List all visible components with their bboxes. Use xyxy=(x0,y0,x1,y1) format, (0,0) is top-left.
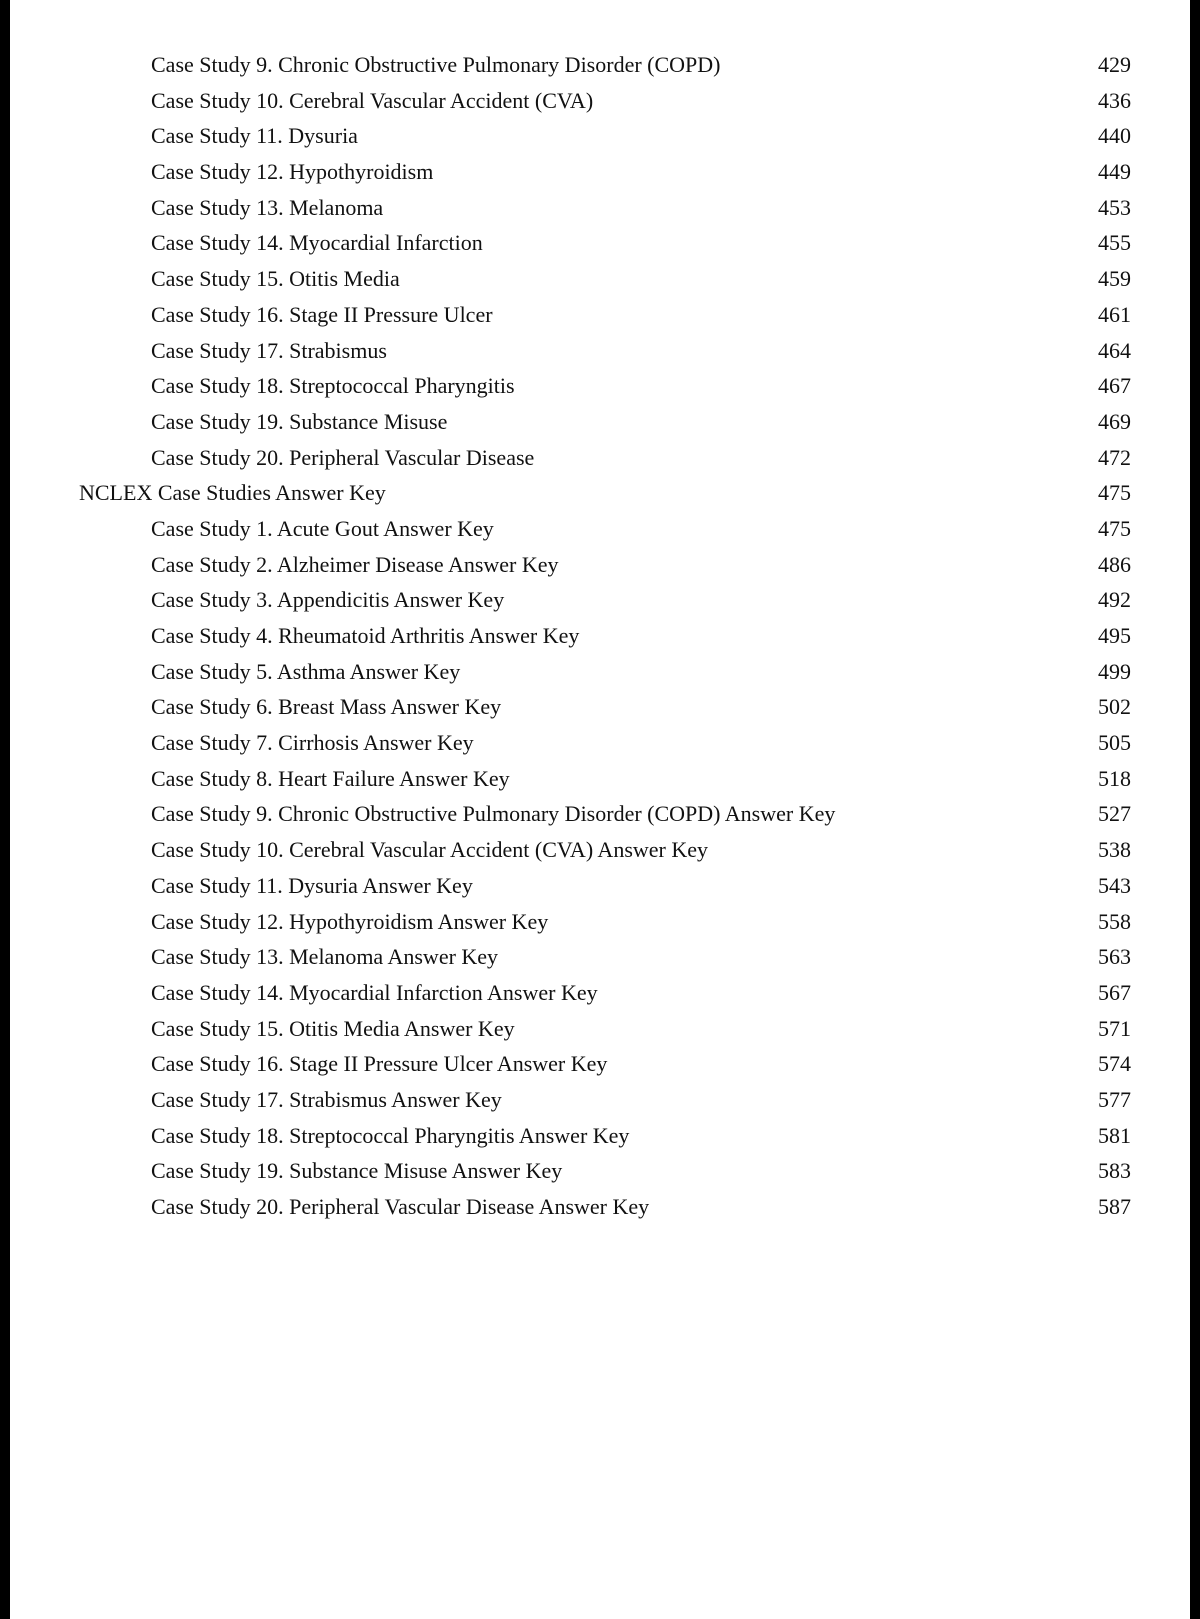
document-page xyxy=(10,0,1190,1619)
toc-entry-title: Case Study 10. Cerebral Vascular Accident (CVA) xyxy=(151,87,594,113)
toc-page-number: 464 xyxy=(1098,337,1131,363)
toc-entry-title: Case Study 18. Streptococcal Pharyngitis Answer Key xyxy=(151,1122,630,1148)
toc-entry xyxy=(10,338,1190,374)
table-of-contents xyxy=(10,52,1190,1230)
toc-entry xyxy=(10,766,1190,802)
toc-page-number: 505 xyxy=(1098,730,1131,756)
toc-entry xyxy=(10,230,1190,266)
toc-entry xyxy=(10,1051,1190,1087)
toc-page-number: 577 xyxy=(1098,1086,1131,1112)
toc-page-number: 449 xyxy=(1098,159,1131,185)
toc-entry-title: Case Study 5. Asthma Answer Key xyxy=(151,658,461,684)
toc-entry-title: Case Study 18. Streptococcal Pharyngitis xyxy=(151,373,515,399)
toc-entry-title: Case Study 15. Otitis Media Answer Key xyxy=(151,1015,515,1041)
toc-entry-title: Case Study 1. Acute Gout Answer Key xyxy=(151,515,494,541)
toc-entry xyxy=(10,1194,1190,1230)
toc-entry-title: Case Study 3. Appendicitis Answer Key xyxy=(151,587,505,613)
toc-entry-title: Case Study 17. Strabismus Answer Key xyxy=(151,1086,502,1112)
toc-entry-title: Case Study 12. Hypothyroidism Answer Key xyxy=(151,908,549,934)
toc-page-number: 467 xyxy=(1098,373,1131,399)
toc-entry xyxy=(10,88,1190,124)
toc-page-number: 527 xyxy=(1098,801,1131,827)
toc-entry xyxy=(10,445,1190,481)
toc-entry xyxy=(10,730,1190,766)
toc-entry-title: Case Study 12. Hypothyroidism xyxy=(151,159,434,185)
toc-page-number: 543 xyxy=(1098,872,1131,898)
toc-page-number: 436 xyxy=(1098,87,1131,113)
toc-entry xyxy=(10,409,1190,445)
toc-entry xyxy=(10,159,1190,195)
toc-entry-title: Case Study 9. Chronic Obstructive Pulmonary Disorder (COPD) Answer Key xyxy=(151,801,836,827)
toc-entry xyxy=(10,909,1190,945)
toc-entry-title: Case Study 11. Dysuria Answer Key xyxy=(151,872,473,898)
toc-entry xyxy=(10,516,1190,552)
toc-entry xyxy=(10,694,1190,730)
toc-entry-title: Case Study 17. Strabismus xyxy=(151,337,387,363)
toc-page-number: 459 xyxy=(1098,266,1131,292)
toc-entry-title: Case Study 6. Breast Mass Answer Key xyxy=(151,694,502,720)
toc-entry xyxy=(10,1158,1190,1194)
toc-page-number: 581 xyxy=(1098,1122,1131,1148)
toc-entry xyxy=(10,373,1190,409)
toc-entry-title: Case Study 19. Substance Misuse Answer Key xyxy=(151,1158,563,1184)
toc-entry xyxy=(10,266,1190,302)
toc-entry xyxy=(10,659,1190,695)
toc-page-number: 518 xyxy=(1098,765,1131,791)
toc-page-number: 538 xyxy=(1098,837,1131,863)
toc-page-number: 440 xyxy=(1098,123,1131,149)
toc-entry-title: Case Study 19. Substance Misuse xyxy=(151,408,448,434)
toc-page-number: 495 xyxy=(1098,623,1131,648)
toc-page-number: 571 xyxy=(1098,1015,1131,1041)
toc-page-number: 453 xyxy=(1098,194,1131,220)
toc-entry xyxy=(10,873,1190,909)
toc-entry-title: Case Study 10. Cerebral Vascular Accident (CVA) Answer Key xyxy=(151,837,709,863)
toc-entry xyxy=(10,1016,1190,1052)
toc-page-number: 502 xyxy=(1098,694,1131,720)
toc-entry-title: Case Study 11. Dysuria xyxy=(151,123,358,149)
toc-page-number: 486 xyxy=(1098,551,1131,577)
toc-entry xyxy=(10,123,1190,159)
toc-entry xyxy=(10,552,1190,588)
toc-page-number: 567 xyxy=(1098,979,1131,1005)
toc-entry-title: Case Study 13. Melanoma Answer Key xyxy=(151,944,499,970)
toc-page-number: 563 xyxy=(1098,944,1131,970)
toc-entry xyxy=(10,1087,1190,1123)
toc-entry-title: Case Study 14. Myocardial Infarction xyxy=(151,230,483,256)
toc-page-number: 475 xyxy=(1098,480,1131,506)
toc-page-number: 461 xyxy=(1098,301,1131,327)
toc-page-number: 455 xyxy=(1098,230,1131,256)
toc-entry-title: NCLEX Case Studies Answer Key xyxy=(79,480,386,506)
toc-entry-title: Case Study 14. Myocardial Infarction Answer Key xyxy=(151,979,598,1005)
toc-entry-title: Case Study 16. Stage II Pressure Ulcer Answer Key xyxy=(151,1051,608,1077)
toc-entry-title: Case Study 20. Peripheral Vascular Disease xyxy=(151,444,535,470)
toc-entry-title: Case Study 15. Otitis Media xyxy=(151,266,400,292)
toc-entry xyxy=(10,1123,1190,1159)
toc-entry-title: Case Study 4. Rheumatoid Arthritis Answer Key xyxy=(151,623,580,648)
toc-entry xyxy=(10,623,1190,659)
toc-entry xyxy=(10,980,1190,1016)
toc-entry xyxy=(10,837,1190,873)
toc-page-number: 429 xyxy=(1098,52,1131,77)
toc-page-number: 583 xyxy=(1098,1158,1131,1184)
toc-entry-title: Case Study 13. Melanoma xyxy=(151,194,384,220)
toc-page-number: 472 xyxy=(1098,444,1131,470)
toc-entry xyxy=(10,302,1190,338)
toc-entry xyxy=(10,801,1190,837)
toc-entry-title: Case Study 9. Chronic Obstructive Pulmonary Disorder (COPD) xyxy=(151,52,721,77)
toc-entry-title: Case Study 16. Stage II Pressure Ulcer xyxy=(151,301,493,327)
toc-entry xyxy=(10,195,1190,231)
toc-entry-title: Case Study 8. Heart Failure Answer Key xyxy=(151,765,510,791)
toc-page-number: 587 xyxy=(1098,1194,1131,1219)
toc-page-number: 558 xyxy=(1098,908,1131,934)
toc-page-number: 492 xyxy=(1098,587,1131,613)
toc-entry xyxy=(10,587,1190,623)
toc-entry-title: Case Study 20. Peripheral Vascular Disease Answer Key xyxy=(151,1194,650,1219)
toc-section-heading xyxy=(10,480,1190,516)
toc-page-number: 499 xyxy=(1098,658,1131,684)
toc-entry xyxy=(10,52,1190,88)
toc-page-number: 475 xyxy=(1098,515,1131,541)
toc-entry-title: Case Study 7. Cirrhosis Answer Key xyxy=(151,730,474,756)
toc-page-number: 574 xyxy=(1098,1051,1131,1077)
toc-entry-title: Case Study 2. Alzheimer Disease Answer Key xyxy=(151,551,559,577)
toc-entry xyxy=(10,944,1190,980)
toc-page-number: 469 xyxy=(1098,408,1131,434)
